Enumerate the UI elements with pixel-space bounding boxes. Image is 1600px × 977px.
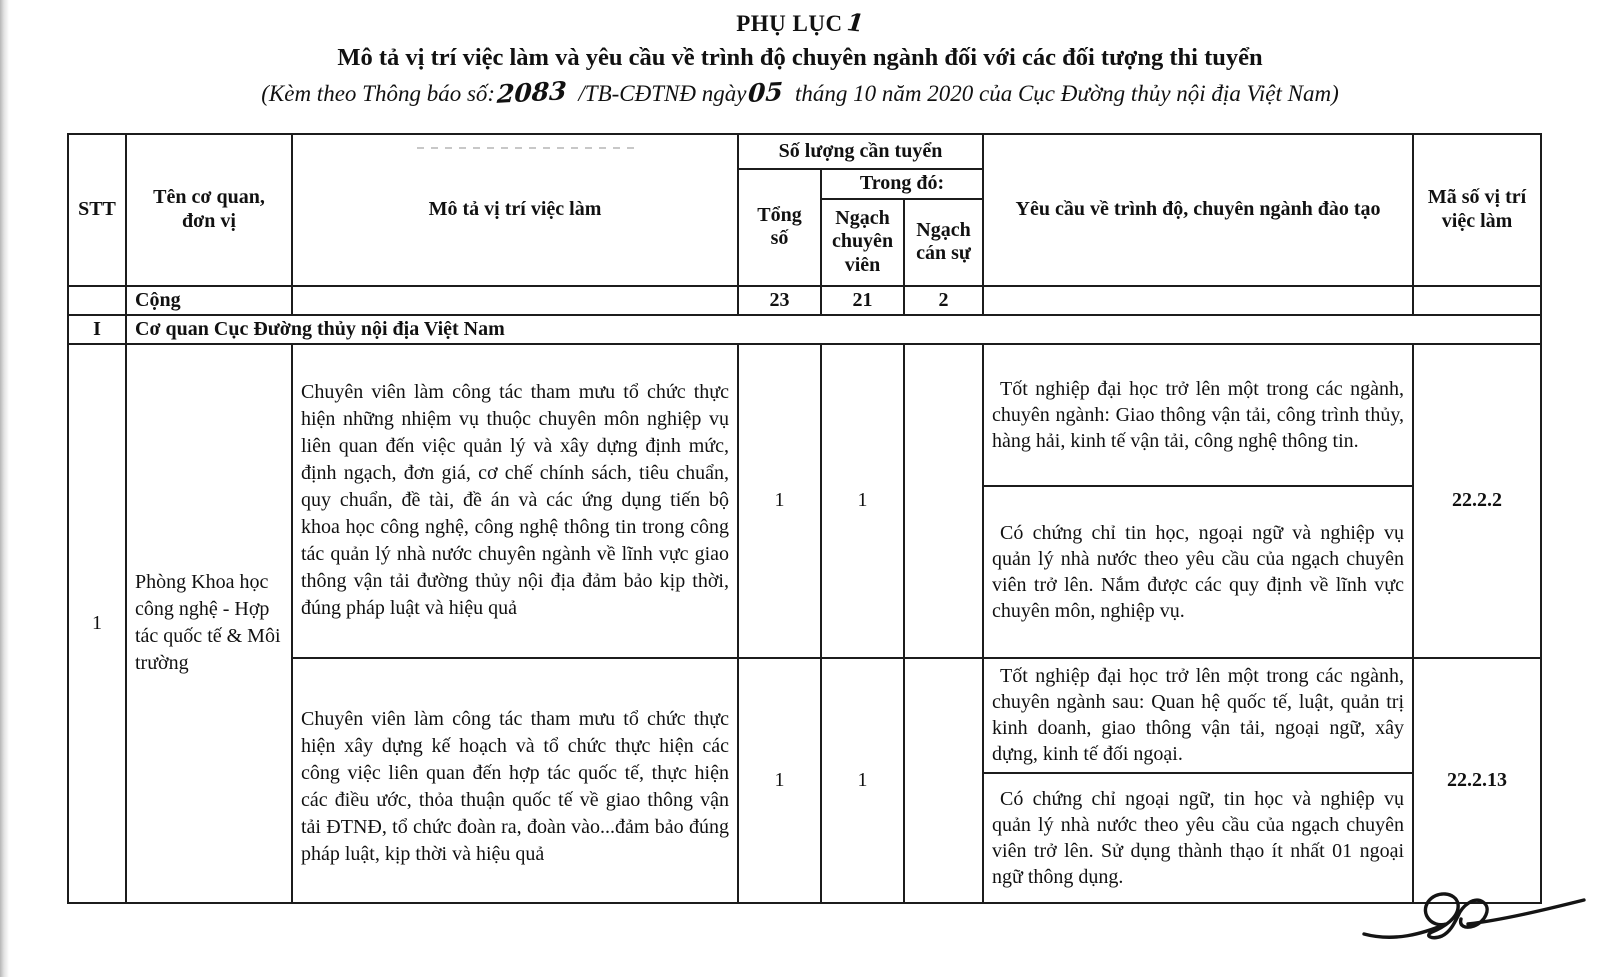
scan-artifact bbox=[417, 147, 637, 149]
col-header-stt: STT bbox=[68, 134, 126, 286]
position-1-total: 1 bbox=[738, 344, 821, 658]
col-header-in-which: Trong đó: bbox=[821, 169, 983, 199]
col-header-quantity-group: Số lượng cần tuyển bbox=[738, 134, 983, 169]
summary-requirements-cell bbox=[983, 286, 1413, 315]
page-title: Mô tả vị trí việc làm và yêu cầu về trình độ chuyên ngành đối với các đối tượng thi tuyển bbox=[337, 44, 1263, 71]
signature-initials-icon bbox=[1360, 882, 1590, 952]
section-row bbox=[68, 315, 1541, 344]
summary-label: Cộng bbox=[126, 286, 292, 315]
summary-description-cell bbox=[292, 286, 738, 315]
subtitle-suffix: tháng 10 năm 2020 của Cục Đường thủy nội địa Việt Nam) bbox=[795, 81, 1339, 106]
appendix-heading bbox=[0, 8, 1600, 37]
position-1-code: 22.2.2 bbox=[1413, 344, 1541, 658]
group-stt: 1 bbox=[68, 344, 126, 903]
page-subtitle bbox=[0, 78, 1600, 107]
position-2-code: 22.2.13 bbox=[1413, 658, 1541, 903]
summary-stt-cell bbox=[68, 286, 126, 315]
subtitle-prefix: (Kèm theo Thông báo số: bbox=[261, 81, 496, 106]
col-header-clerk-rank: Ngạch cán sự bbox=[904, 199, 983, 286]
summary-row bbox=[68, 286, 1541, 315]
col-header-specialist-rank: Ngạch chuyên viên bbox=[821, 199, 904, 286]
col-header-total: Tổng số bbox=[738, 169, 821, 286]
position-2-requirement-education: Tốt nghiệp đại học trở lên một trong các ngành, chuyên ngành sau: Quan hệ quốc tế, luật, quản trị kinh doanh, giao thông vận tải, ngoại ngữ, xây dựng, kinh tế đối ngoại. bbox=[983, 658, 1413, 773]
position-2-clerk bbox=[904, 658, 983, 903]
position-1-description: Chuyên viên làm công tác tham mưu tổ chức thực hiện những nhiệm vụ thuộc chuyên môn nghiệp vụ liên quan đến việc quản lý và xây dựng định mức, định ngạch, đơn giá, cơ chế chính sách, tiêu chuẩn, quy chuẩn, đề tài, đề án và các ứng dụng tiến bộ khoa học công nghệ, công nghệ thông tin trong công tác quản lý nhà nước chuyên ngành về lĩnh vực giao thông vận tải đường thủy nội địa đảm bảo kịp thời, đúng pháp luật và hiệu quả bbox=[292, 344, 738, 658]
appendix-label: PHỤ LỤC bbox=[736, 11, 843, 36]
summary-specialist: 21 bbox=[821, 286, 904, 315]
doc-number-handwritten: 2083 bbox=[496, 76, 568, 109]
col-header-requirements: Yêu cầu về trình độ, chuyên ngành đào tạo bbox=[983, 134, 1413, 286]
position-2-total: 1 bbox=[738, 658, 821, 903]
col-header-job-description-label: Mô tả vị trí việc làm bbox=[428, 198, 602, 220]
position-2-requirement-certificates: Có chứng chỉ ngoại ngữ, tin học và nghiệp vụ quản lý nhà nước theo yêu cầu của ngạch chuyên viên trở lên. Sử dụng thành thạo ít nhất 01 ngoại ngữ thông dụng. bbox=[983, 773, 1413, 903]
summary-code-cell bbox=[1413, 286, 1541, 315]
position-1-requirement-education: Tốt nghiệp đại học trở lên một trong các ngành, chuyên ngành: Giao thông vận tải, công trình thủy, hàng hải, kinh tế vận tải, công nghệ thông tin. bbox=[983, 344, 1413, 486]
section-index: I bbox=[68, 315, 126, 344]
position-row-1a bbox=[68, 344, 1541, 486]
subtitle-mid: /TB-CĐTNĐ ngày bbox=[578, 81, 747, 106]
position-2-specialist: 1 bbox=[821, 658, 904, 903]
position-1-specialist: 1 bbox=[821, 344, 904, 658]
positions-table bbox=[67, 133, 1542, 904]
group-agency: Phòng Khoa học công nghệ - Hợp tác quốc tế & Môi trường bbox=[126, 344, 292, 903]
col-header-position-code: Mã số vị trí việc làm bbox=[1413, 134, 1541, 286]
document-header bbox=[0, 8, 1600, 107]
position-2-description: Chuyên viên làm công tác tham mưu tổ chức thực hiện xây dựng kế hoạch và tổ chức thực hiện các công việc liên quan đến hợp tác quốc tế, thực hiện các điều ước, thỏa thuận quốc tế về giao thông vận tải ĐTNĐ, tổ chức đoàn ra, đoàn vào...đảm bảo đúng pháp luật, kịp thời và hiệu quả bbox=[292, 658, 738, 903]
col-header-job-description bbox=[292, 134, 738, 286]
position-1-clerk bbox=[904, 344, 983, 658]
col-header-agency: Tên cơ quan, đơn vị bbox=[126, 134, 292, 286]
appendix-number-handwritten: 1 bbox=[845, 7, 866, 38]
section-label: Cơ quan Cục Đường thủy nội địa Việt Nam bbox=[126, 315, 1541, 344]
day-handwritten: 05 bbox=[747, 77, 784, 108]
summary-clerk: 2 bbox=[904, 286, 983, 315]
summary-total: 23 bbox=[738, 286, 821, 315]
scan-edge-shadow bbox=[0, 0, 9, 977]
position-1-requirement-certificates: Có chứng chỉ tin học, ngoại ngữ và nghiệp vụ quản lý nhà nước theo yêu cầu của ngạch chuyên viên trở lên. Nắm được các quy định về lĩnh vực chuyên môn, nghiệp vụ. bbox=[983, 486, 1413, 658]
